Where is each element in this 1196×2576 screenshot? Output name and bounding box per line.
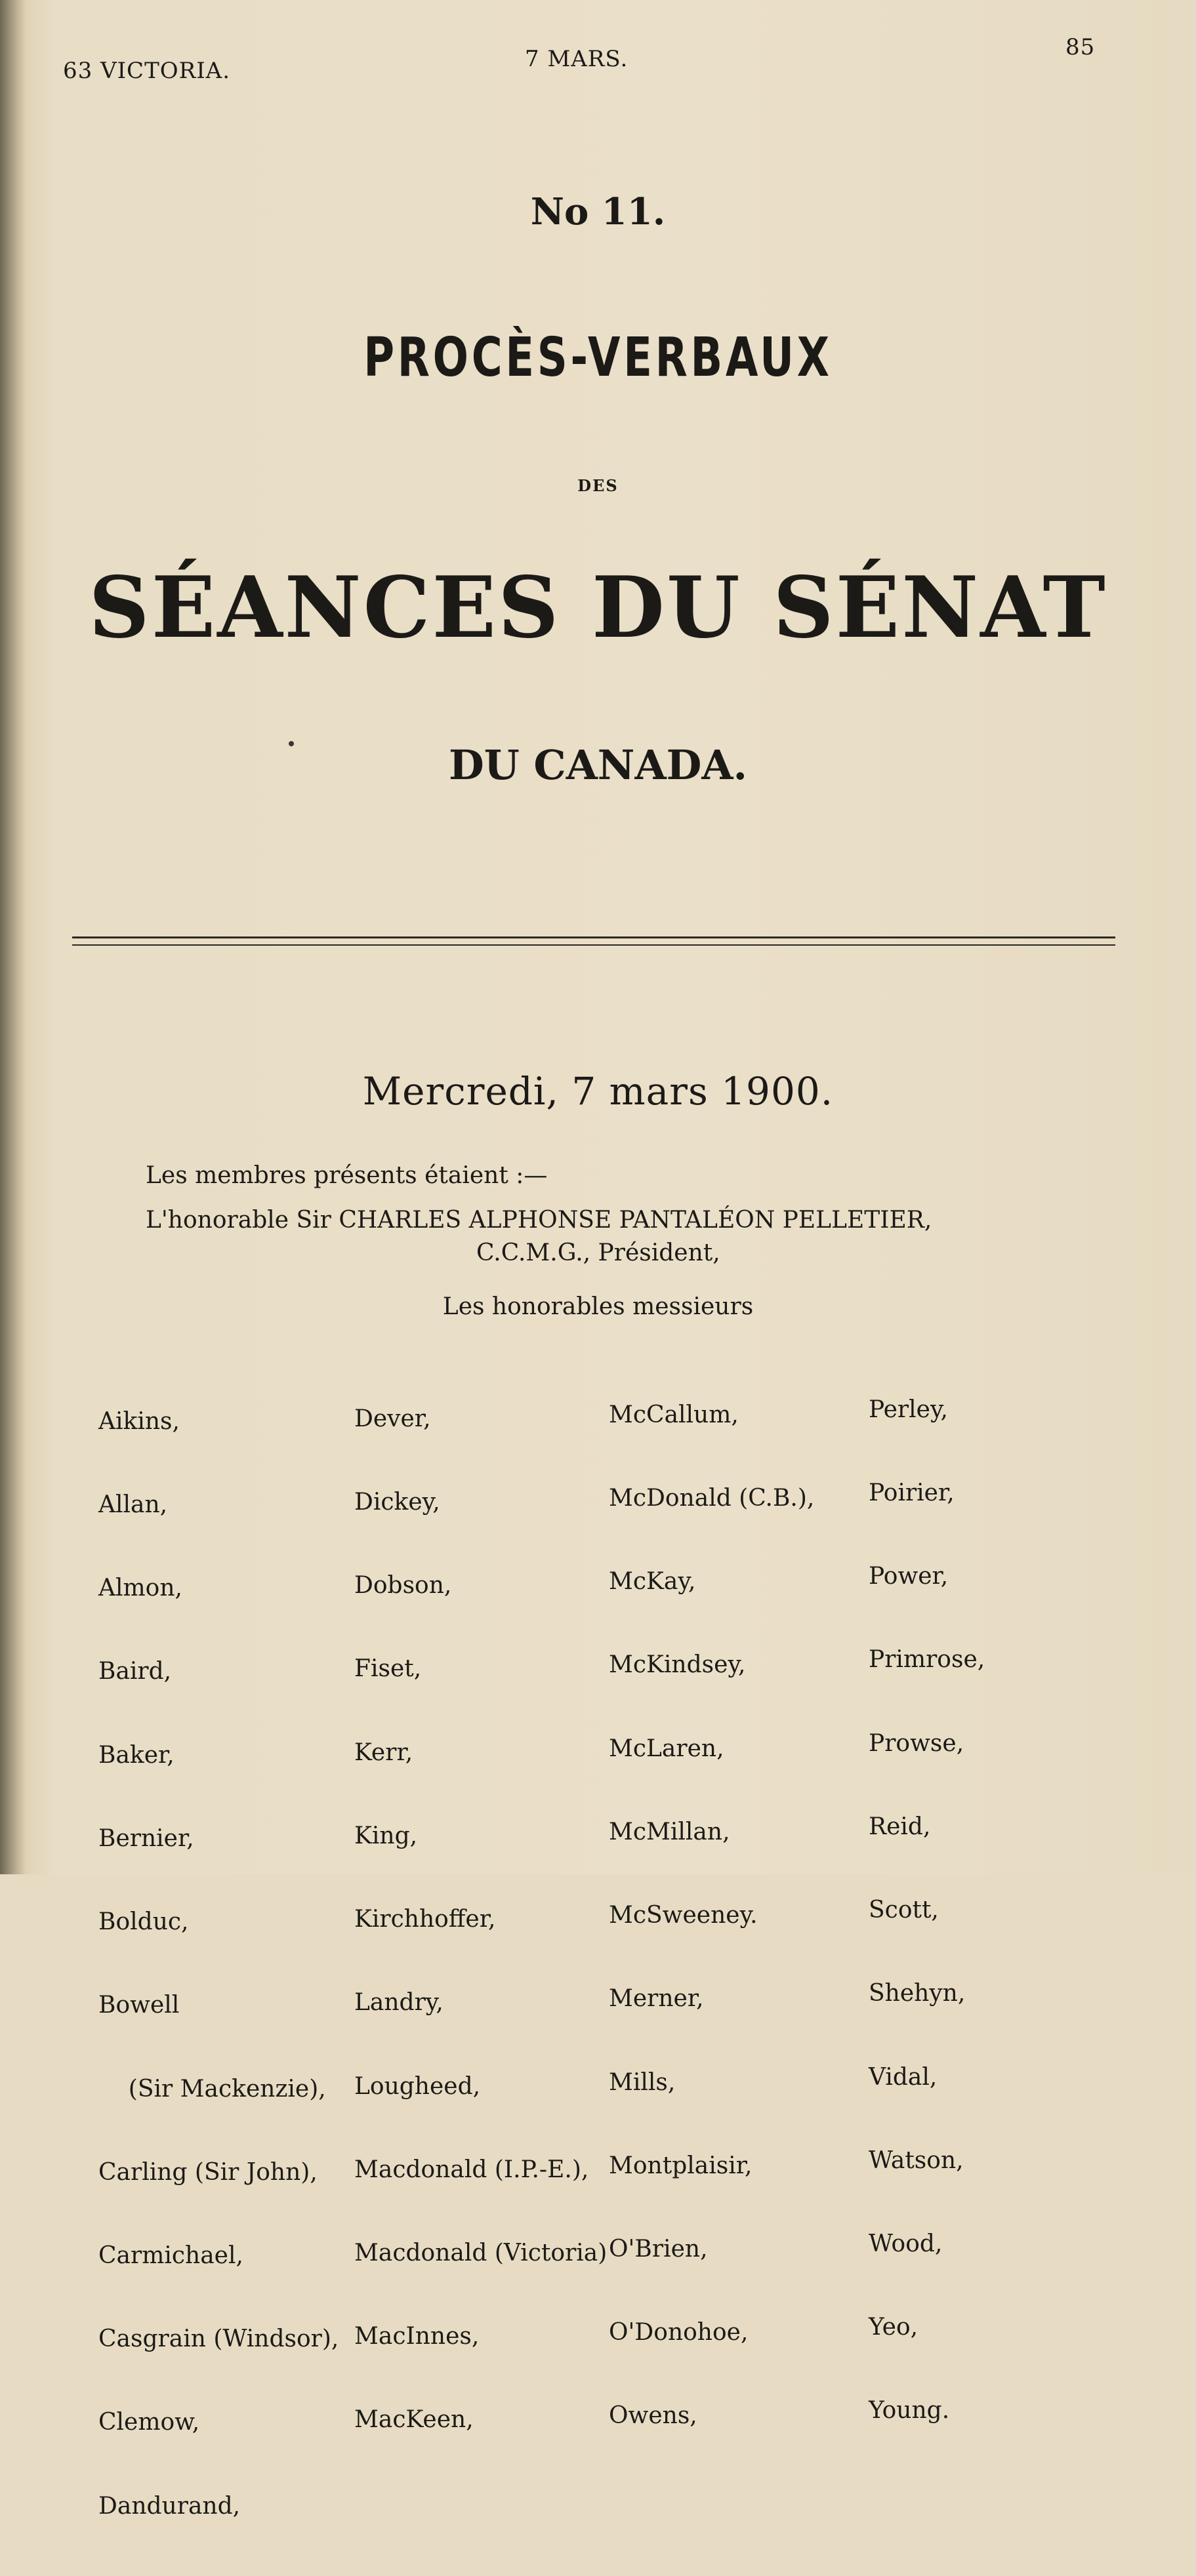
title-seances-du-senat: SÉANCES DU SÉNAT bbox=[89, 559, 1107, 657]
senator-name: Dandurand, bbox=[98, 2492, 241, 2520]
senator-name: Baird, bbox=[98, 1658, 172, 1685]
senator-name: McCallum, bbox=[609, 1401, 739, 1428]
senator-name: Kerr, bbox=[354, 1739, 413, 1766]
senator-name: Wood, bbox=[869, 2230, 943, 2257]
issue-number: No 11. bbox=[530, 190, 666, 233]
senator-name: Kirchhoffer, bbox=[354, 1906, 496, 1933]
senator-name: Almon, bbox=[98, 1575, 182, 1602]
title-des: DES bbox=[577, 476, 619, 495]
senator-name: MacInnes, bbox=[354, 2323, 480, 2350]
senator-name: McSweeney. bbox=[609, 1902, 758, 1929]
senator-name: Shehyn, bbox=[869, 1980, 966, 2007]
president-line-1: L'honorable Sir CHARLES ALPHONSE PANTALÉON PELLETIER, bbox=[146, 1207, 932, 1234]
senator-name: Power, bbox=[869, 1563, 949, 1590]
title-du-canada: DU CANADA. bbox=[448, 741, 748, 789]
senator-name: McKindsey, bbox=[609, 1651, 746, 1679]
senator-name: Baker, bbox=[98, 1741, 175, 1769]
senator-name: Mills, bbox=[609, 2068, 676, 2096]
print-mark bbox=[289, 741, 294, 746]
senator-name: (Sir Mackenzie), bbox=[98, 2075, 326, 2103]
senator-name: McLaren, bbox=[609, 1735, 724, 1762]
senator-name: MacKeen, bbox=[354, 2406, 474, 2434]
senators-column-2 bbox=[354, 1350, 607, 2490]
senator-name: Macdonald (Victoria) bbox=[354, 2240, 608, 2266]
senator-name: Carling (Sir John), bbox=[98, 2158, 318, 2186]
senator-name: Lougheed, bbox=[354, 2072, 481, 2100]
messieurs-heading: Les honorables messieurs bbox=[442, 1293, 754, 1320]
senator-name: Owens, bbox=[609, 2402, 697, 2430]
senator-name: Young. bbox=[869, 2397, 950, 2425]
senator-name: Aikins, bbox=[98, 1407, 180, 1435]
senator-name: Bowell bbox=[98, 1992, 180, 2019]
senator-name: Bernier, bbox=[98, 1824, 194, 1852]
senator-name: Dobson, bbox=[354, 1572, 452, 1600]
senator-name: Montplaisir, bbox=[609, 2152, 753, 2179]
senator-name: Poirier, bbox=[869, 1479, 955, 1507]
senator-name: Perley, bbox=[869, 1396, 948, 1423]
senator-name: Allan, bbox=[98, 1491, 168, 1519]
senator-name: Casgrain (Windsor), bbox=[98, 2325, 339, 2353]
senator-name: Scott, bbox=[869, 1897, 939, 1924]
senator-name: Yeo, bbox=[869, 2314, 918, 2341]
title-proces-verbaux: PROCÈS-VERBAUX bbox=[363, 327, 833, 389]
senator-name: McDonald (C.B.), bbox=[609, 1485, 815, 1512]
senator-name: Vidal, bbox=[869, 2063, 938, 2091]
section-rule-bottom bbox=[72, 944, 1115, 946]
senator-name: Carmichael, bbox=[98, 2242, 243, 2269]
senator-name: Bolduc, bbox=[98, 1908, 189, 1936]
running-head-center: 7 MARS. bbox=[525, 46, 629, 72]
senator-name: Prowse, bbox=[869, 1729, 964, 1757]
senator-name: Merner, bbox=[609, 1985, 704, 2013]
senator-name: Clemow, bbox=[98, 2409, 200, 2436]
book-binding-edge bbox=[0, 0, 26, 1874]
senator-name: O'Donohoe, bbox=[609, 2319, 749, 2346]
senators-column-4 bbox=[869, 1340, 985, 2481]
senator-name: McKay, bbox=[609, 1568, 696, 1596]
senator-name: King, bbox=[354, 1822, 418, 1849]
senator-name: O'Brien, bbox=[609, 2236, 708, 2263]
senator-name: Dickey, bbox=[354, 1489, 440, 1516]
senators-column-3 bbox=[609, 1346, 814, 2486]
senator-name: Landry, bbox=[354, 1989, 443, 2017]
sitting-date: Mercredi, 7 mars 1900. bbox=[362, 1069, 834, 1114]
senator-name: Watson, bbox=[869, 2146, 964, 2174]
senator-name: Fiset, bbox=[354, 1655, 422, 1683]
senator-name: Primrose, bbox=[869, 1646, 985, 1674]
page-number: 85 bbox=[1065, 34, 1096, 60]
senator-name: Dever, bbox=[354, 1405, 431, 1432]
senator-name: McMillan, bbox=[609, 1818, 730, 1845]
members-present-intro: Les membres présents étaient :— bbox=[146, 1162, 548, 1189]
president-line-2: C.C.M.G., Président, bbox=[476, 1239, 720, 1266]
senators-column-1 bbox=[98, 1352, 339, 2576]
running-head-left: 63 VICTORIA. bbox=[63, 58, 231, 84]
senator-name: Reid, bbox=[869, 1813, 931, 1840]
senator-name: Macdonald (I.P.-E.), bbox=[354, 2156, 589, 2183]
section-rule-top bbox=[72, 936, 1115, 938]
